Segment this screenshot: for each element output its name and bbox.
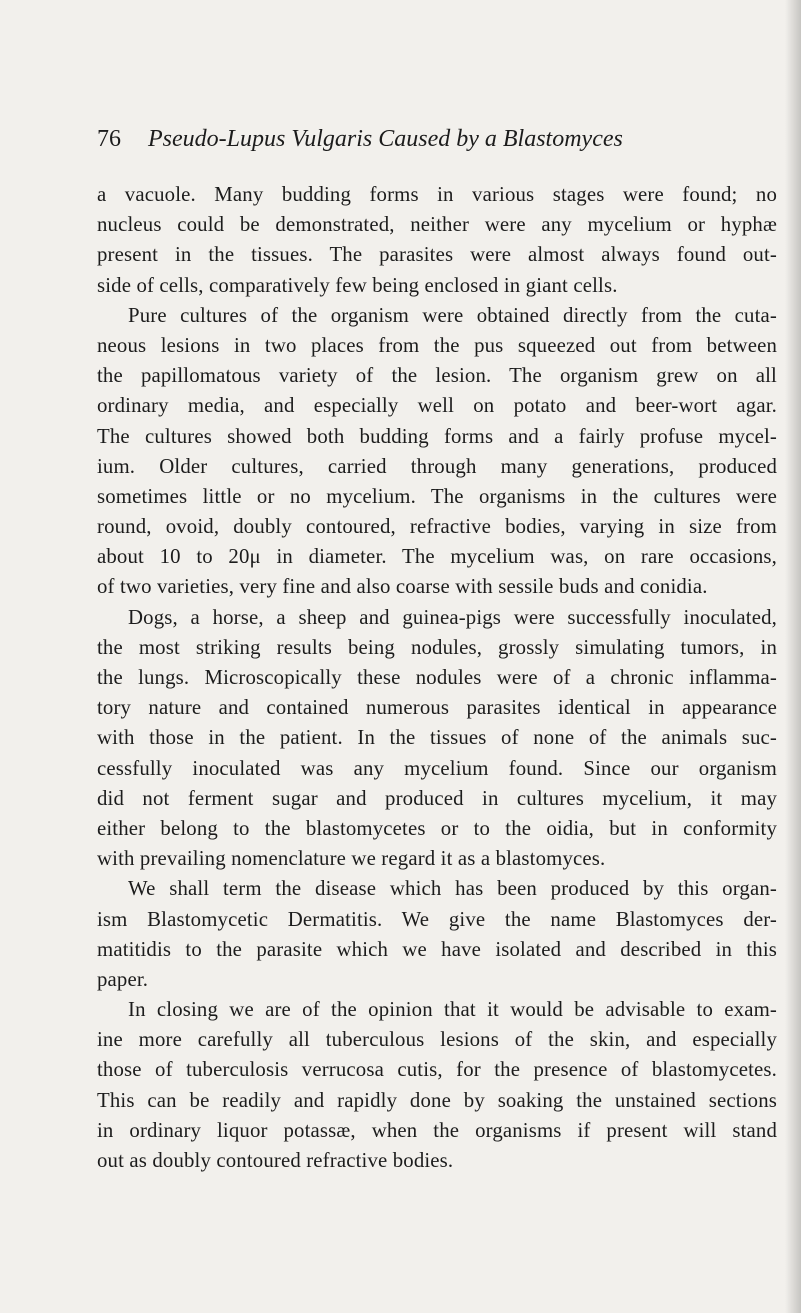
text-line: the papillomatous variety of the lesion. The organism grew on all bbox=[97, 364, 777, 388]
text-line: Pure cultures of the organism were obtained directly from the cuta- bbox=[128, 303, 777, 327]
text-line: about 10 to 20μ in diameter. The mycelium was, on rare occasions, bbox=[97, 545, 777, 569]
text-line: did not ferment sugar and produced in cultures mycelium, it may bbox=[97, 786, 777, 810]
text-line: a vacuole. Many budding forms in various stages were found; no bbox=[97, 183, 777, 206]
text-line: either belong to the blastomycetes or to the oidia, but in conformity bbox=[97, 816, 777, 840]
text-line: the lungs. Microscopically these nodules were of a chronic inflamma- bbox=[97, 666, 777, 689]
page-edge-shadow bbox=[785, 0, 801, 1313]
text-line: ium. Older cultures, carried through many generations, produced bbox=[97, 454, 777, 478]
text-line: side of cells, comparatively few being enclosed in giant cells. bbox=[97, 273, 618, 297]
running-head bbox=[97, 124, 797, 154]
text-line: those of tuberculosis verrucosa cutis, for the presence of blastomycetes. bbox=[97, 1058, 777, 1082]
text-line: cessfully inoculated was any mycelium found. Since our organism bbox=[97, 756, 777, 780]
text-line: In closing we are of the opinion that it would be advisable to exam- bbox=[128, 998, 777, 1022]
text-line: This can be readily and rapidly done by soaking the unstained sections bbox=[97, 1088, 777, 1112]
text-line: sometimes little or no mycelium. The organisms in the cultures were bbox=[97, 484, 777, 508]
text-line: nucleus could be demonstrated, neither were any mycelium or hyphæ bbox=[97, 213, 777, 237]
text-line: tory nature and contained numerous parasites identical in appearance bbox=[97, 696, 777, 720]
text-line: neous lesions in two places from the pus squeezed out from between bbox=[97, 333, 777, 357]
text-line: ordinary media, and especially well on potato and beer-wort agar. bbox=[97, 394, 777, 418]
text-line: of two varieties, very fine and also coarse with sessile buds and conidia. bbox=[97, 575, 708, 599]
body-text bbox=[97, 180, 777, 1176]
text-line: present in the tissues. The parasites were almost always found out- bbox=[97, 243, 777, 267]
text-line: the most striking results being nodules, grossly simulating tumors, in bbox=[97, 635, 777, 659]
text-line: Dogs, a horse, a sheep and guinea-pigs were successfully inoculated, bbox=[128, 605, 777, 629]
text-line: matitidis to the parasite which we have isolated and described in this bbox=[97, 937, 777, 961]
text-line: with prevailing nomenclature we regard it as a blastomyces. bbox=[97, 847, 606, 871]
text-line: with those in the patient. In the tissues of none of the animals suc- bbox=[97, 726, 777, 750]
text-line: in ordinary liquor potassæ, when the organisms if present will stand bbox=[97, 1118, 777, 1142]
text-line: ism Blastomycetic Dermatitis. We give the name Blastomyces der- bbox=[97, 907, 777, 931]
text-line: round, ovoid, doubly contoured, refractive bodies, varying in size from bbox=[97, 515, 777, 539]
text-line: paper. bbox=[97, 967, 149, 991]
text-line: ine more carefully all tuberculous lesions of the skin, and especially bbox=[97, 1028, 777, 1052]
text-line: The cultures showed both budding forms and a fairly profuse mycel- bbox=[97, 424, 777, 448]
text-line: out as doubly contoured refractive bodies. bbox=[97, 1149, 454, 1172]
text-line: We shall term the disease which has been produced by this organ- bbox=[128, 877, 777, 901]
running-title: Pseudo-Lupus Vulgaris Caused by a Blastomyces bbox=[148, 126, 623, 152]
page-number: 76 bbox=[97, 126, 121, 152]
